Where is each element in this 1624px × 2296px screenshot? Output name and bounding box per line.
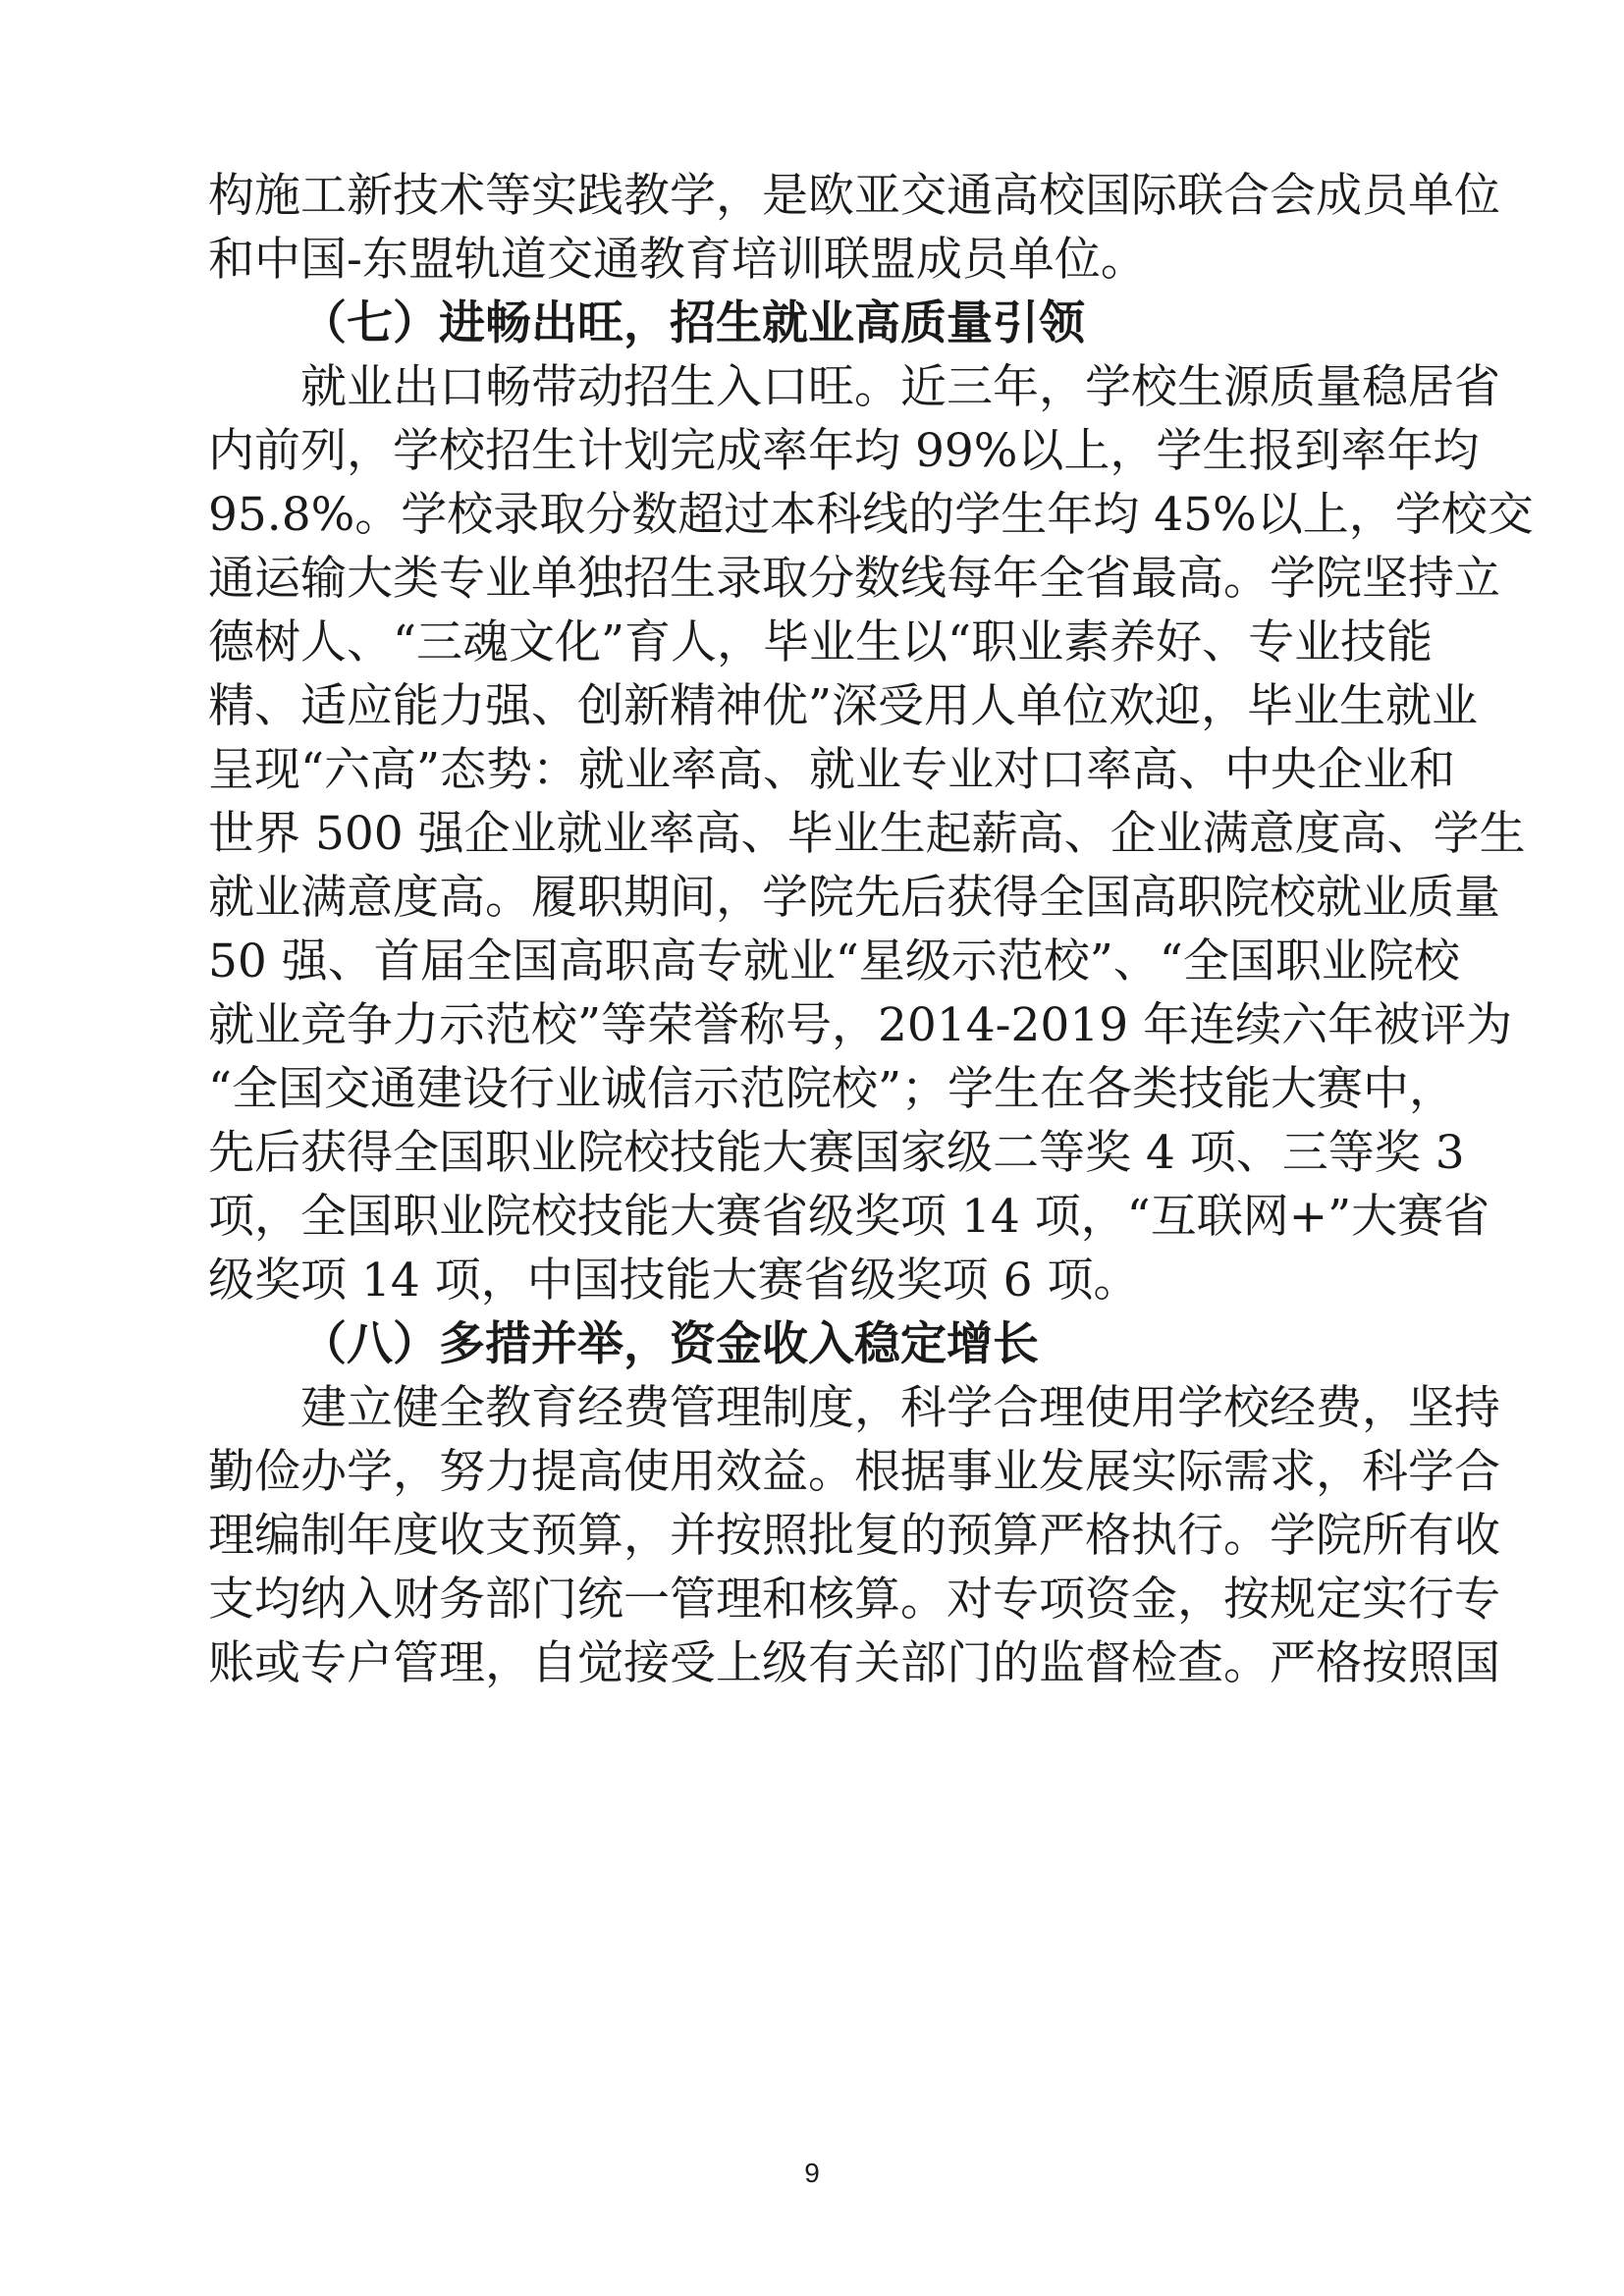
body-line: 就业出口畅带动招生入口旺。近三年，学校生源质量稳居省 xyxy=(300,360,1500,414)
section-heading-8: （八）多措并举，资金收入稳定增长 xyxy=(300,1317,1039,1371)
body-line: 德树人、“三魂文化”育人，毕业生以“职业素养好、专业技能 xyxy=(208,615,1434,669)
body-line: 级奖项 14 项，中国技能大赛省级奖项 6 项。 xyxy=(208,1254,1140,1308)
body-line: 呈现“六高”态势：就业率高、就业专业对口率高、中央企业和 xyxy=(208,743,1456,797)
body-line: 世界 500 强企业就业率高、毕业生起薪高、企业满意度高、学生 xyxy=(208,807,1526,861)
body-line: 精、适应能力强、创新精神优”深受用人单位欢迎，毕业生就业 xyxy=(208,679,1479,733)
section-heading-7: （七）进畅出旺，招生就业高质量引领 xyxy=(300,296,1085,350)
body-line: 勤俭办学，努力提高使用效益。根据事业发展实际需求，科学合 xyxy=(208,1445,1500,1499)
body-line: 95.8%。学校录取分数超过本科线的学生年均 45%以上，学校交 xyxy=(208,488,1534,542)
body-line: 内前列，学校招生计划完成率年均 99%以上，学生报到率年均 xyxy=(208,424,1480,478)
body-line: 项，全国职业院校技能大赛省级奖项 14 项，“互联网+”大赛省 xyxy=(208,1190,1490,1244)
body-line: 构施工新技术等实践教学，是欧亚交通高校国际联合会成员单位 xyxy=(208,169,1500,223)
body-line: 支均纳入财务部门统一管理和核算。对专项资金，按规定实行专 xyxy=(208,1573,1500,1627)
page-number: 9 xyxy=(804,2158,820,2188)
body-line: 先后获得全国职业院校技能大赛国家级二等奖 4 项、三等奖 3 xyxy=(208,1126,1465,1180)
body-line: 50 强、首届全国高职高专就业“星级示范校”、“全国职业院校 xyxy=(208,934,1460,988)
body-line: “全国交通建设行业诚信示范院校”；学生在各类技能大赛中， xyxy=(208,1062,1456,1116)
body-line: 就业竞争力示范校”等荣誉称号，2014-2019 年连续六年被评为 xyxy=(208,998,1513,1052)
body-line: 建立健全教育经费管理制度，科学合理使用学校经费，坚持 xyxy=(300,1381,1500,1435)
body-line: 就业满意度高。履职期间，学院先后获得全国高职院校就业质量 xyxy=(208,871,1500,925)
body-line: 通运输大类专业单独招生录取分数线每年全省最高。学院坚持立 xyxy=(208,552,1500,606)
body-line: 和中国-东盟轨道交通教育培训联盟成员单位。 xyxy=(208,233,1147,287)
body-line: 理编制年度收支预算，并按照批复的预算严格执行。学院所有收 xyxy=(208,1509,1500,1563)
body-line: 账或专户管理，自觉接受上级有关部门的监督检查。严格按照国 xyxy=(208,1636,1500,1690)
